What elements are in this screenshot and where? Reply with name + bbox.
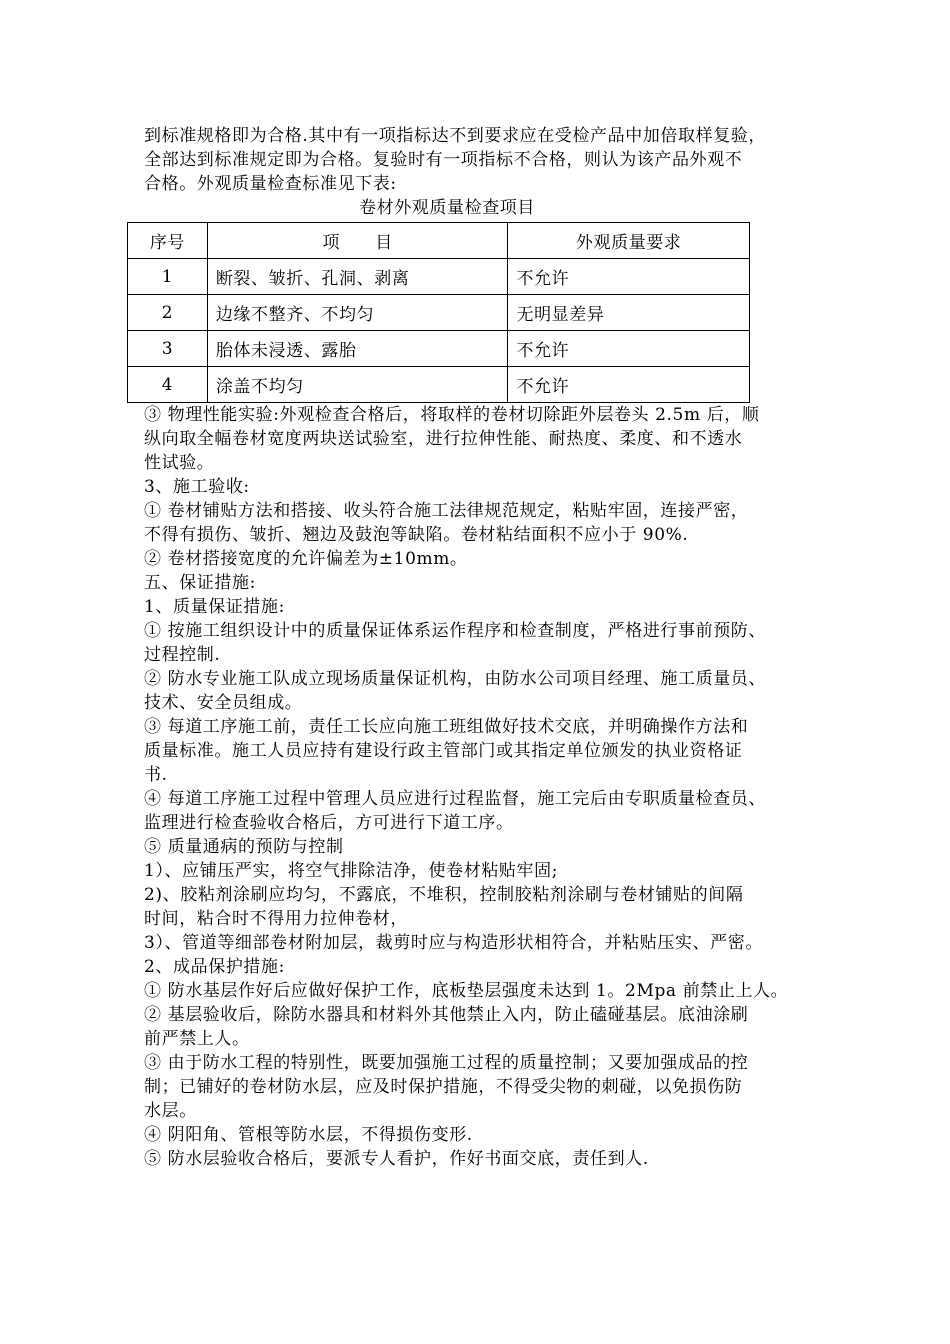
body-text (144, 403, 814, 1171)
section-heading: 3、施工验收: (144, 477, 250, 497)
table-row (128, 295, 750, 331)
table-row (128, 331, 750, 367)
document-page (144, 124, 814, 1171)
text-line: 纵向取全幅卷材宽度两块送试验室，进行拉伸性能、耐热度、柔度、和不透水 (144, 429, 743, 449)
text-line: 1）、应铺压严实，将空气排除洁净，使卷材粘贴牢固; (144, 861, 559, 881)
text-line: ④ 阴阳角、管根等防水层，不得损伤变形. (144, 1125, 473, 1145)
text-line: ⑤ 质量通病的预防与控制 (144, 837, 344, 857)
row-index: 2 (128, 295, 208, 331)
text-line: ② 卷材搭接宽度的允许偏差为±10mm。 (144, 549, 468, 569)
text-line: ② 基层验收后，除防水器具和材料外其他禁止入内，防止磕碰基层。底油涂刷 (144, 1005, 749, 1025)
row-requirement: 不允许 (508, 367, 750, 403)
text-line: 技术、安全员组成。 (144, 693, 303, 713)
text-line: 制；已铺好的卷材防水层，应及时保护措施，不得受尖物的刺碰，以免损伤防 (144, 1077, 743, 1097)
text-line: 监理进行检查验收合格后，方可进行下道工序。 (144, 813, 514, 833)
intro-paragraph (144, 124, 814, 196)
text-line: 全部达到标准规定即为合格。复验时有一项指标不合格，则认为该产品外观不 (144, 150, 743, 170)
row-requirement: 不允许 (508, 331, 750, 367)
text-line: ① 按施工组织设计中的质量保证体系运作程序和检查制度，严格进行事前预防、 (144, 621, 767, 641)
text-line: 水层。 (144, 1101, 197, 1121)
row-item: 断裂、皱折、孔洞、剥离 (207, 259, 508, 295)
table-caption: 卷材外观质量检查项目 (359, 198, 535, 218)
row-index: 4 (128, 367, 208, 403)
section-heading: 五、保证措施: (144, 573, 256, 593)
text-line: ③ 由于防水工程的特别性，既要加强施工过程的质量控制；又要加强成品的控 (144, 1053, 749, 1073)
row-item: 涂盖不均匀 (207, 367, 508, 403)
row-requirement: 无明显差异 (508, 295, 750, 331)
header-requirement: 外观质量要求 (508, 223, 750, 259)
text-line: 2)、胶粘剂涂刷应均匀，不露底，不堆积，控制胶粘剂涂刷与卷材铺贴的间隔 (144, 885, 744, 905)
text-line: 质量标准。施工人员应持有建设行政主管部门或其指定单位颁发的执业资格证 (144, 741, 743, 761)
table-row (128, 367, 750, 403)
text-line: 合格。外观质量检查标准见下表: (144, 174, 397, 194)
text-line: 过程控制. (144, 645, 221, 665)
text-line: 到标准规格即为合格.其中有一项指标达不到要求应在受检产品中加倍取样复验， (144, 126, 767, 146)
row-item: 胎体未浸透、露胎 (207, 331, 508, 367)
table-header-row (128, 223, 750, 259)
text-line: ① 卷材铺贴方法和搭接、收头符合施工法律规范规定，粘贴牢固，连接严密， (144, 501, 749, 521)
text-line: ③ 每道工序施工前，责任工长应向施工班组做好技术交底，并明确操作方法和 (144, 717, 749, 737)
text-line: ④ 每道工序施工过程中管理人员应进行过程监督，施工完后由专职质量检查员、 (144, 789, 767, 809)
header-item: 项 目 (207, 223, 508, 259)
section-heading: 2、成品保护措施: (144, 957, 285, 977)
text-line: 书. (144, 765, 168, 785)
text-line: 不得有损伤、皱折、翘边及鼓泡等缺陷。卷材粘结面积不应小于 90%. (144, 525, 689, 545)
inspection-table (127, 222, 750, 403)
text-line: 性试验。 (144, 453, 215, 473)
text-line: ③ 物理性能实验:外观检查合格后，将取样的卷材切除距外层卷头 2.5m 后，顺 (144, 405, 760, 425)
row-index: 3 (128, 331, 208, 367)
row-requirement: 不允许 (508, 259, 750, 295)
text-line: ⑤ 防水层验收合格后，要派专人看护，作好书面交底，责任到人. (144, 1149, 649, 1169)
text-line: ② 防水专业施工队成立现场质量保证机构，由防水公司项目经理、施工质量员、 (144, 669, 767, 689)
text-line: ① 防水基层作好后应做好保护工作，底板垫层强度未达到 1。2Mpa 前禁止上人。 (144, 981, 789, 1001)
text-line: 时间，粘合时不得用力拉伸卷材， (144, 909, 408, 929)
section-heading: 1、质量保证措施: (144, 597, 285, 617)
text-line: 前严禁上人。 (144, 1029, 250, 1049)
text-line: 3）、管道等细部卷材附加层，裁剪时应与构造形状相符合，并粘贴压实、严密。 (144, 933, 763, 953)
table-row (128, 259, 750, 295)
header-index: 序号 (128, 223, 208, 259)
row-index: 1 (128, 259, 208, 295)
row-item: 边缘不整齐、不均匀 (207, 295, 508, 331)
